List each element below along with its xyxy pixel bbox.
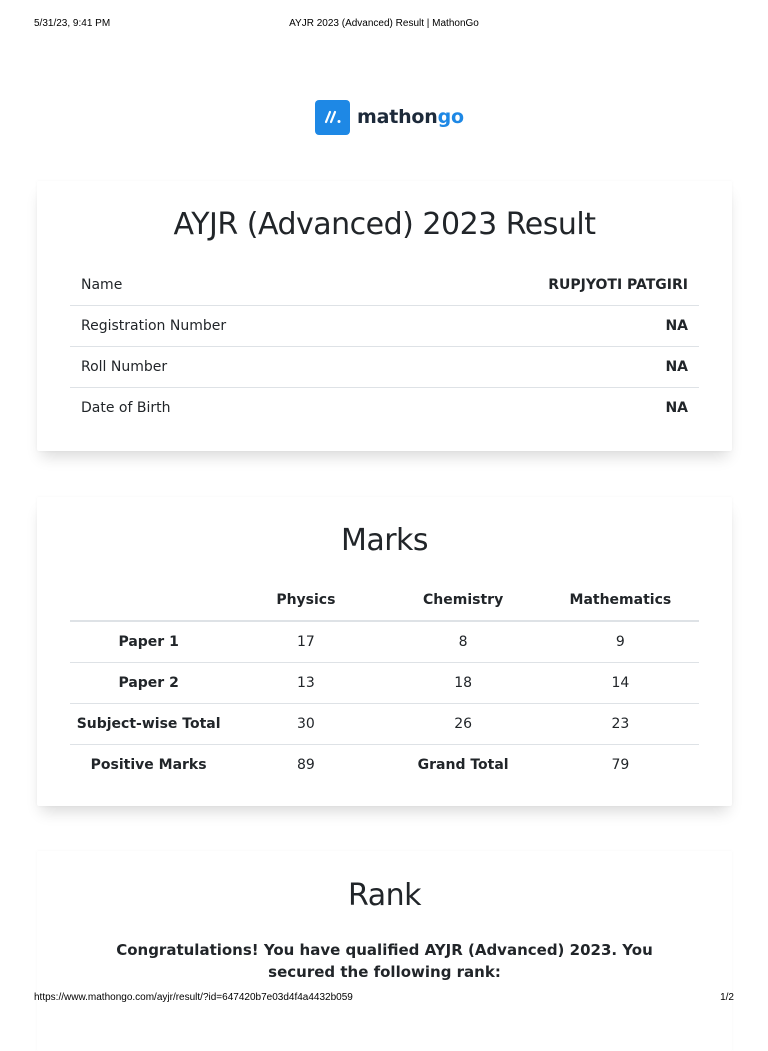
physics-cell: 30 <box>227 704 384 745</box>
chemistry-cell: 8 <box>458 634 468 650</box>
marks-header-empty <box>70 580 227 621</box>
marks-header-physics: Physics <box>227 580 384 621</box>
marks-card <box>37 497 732 806</box>
marks-header-chemistry: Chemistry <box>385 580 542 621</box>
print-title: AYJR 2023 (Advanced) Result | MathonGo <box>289 18 479 29</box>
row-label: Paper 2 <box>70 663 227 704</box>
mathongo-logo-icon <box>315 100 350 135</box>
row-label: Paper 1 <box>118 634 179 650</box>
marks-table <box>70 580 699 785</box>
result-title: AYJR (Advanced) 2023 Result <box>173 207 596 242</box>
table-row <box>70 704 699 745</box>
print-footer <box>34 992 734 1006</box>
print-url: https://www.mathongo.com/ayjr/result/?id=647420b7e03d4f4a4432b059 <box>34 992 353 1003</box>
table-row <box>70 745 699 786</box>
row-label: Subject-wise Total <box>70 704 227 745</box>
table-row <box>70 306 699 347</box>
mathematics-cell: 23 <box>542 704 699 745</box>
info-value: NA <box>390 388 699 429</box>
positive-marks-value: 89 <box>227 745 384 786</box>
table-row <box>70 621 699 663</box>
mathongo-logo[interactable] <box>315 99 464 135</box>
table-row <box>70 265 699 306</box>
result-card <box>37 181 732 451</box>
candidate-info-table <box>70 265 699 428</box>
info-label: Name <box>81 277 123 293</box>
marks-header-mathematics: Mathematics <box>542 580 699 621</box>
chemistry-cell: 18 <box>385 663 542 704</box>
logo-text-accent: go <box>437 106 464 128</box>
print-page-number: 1/2 <box>720 992 734 1003</box>
marks-title: Marks <box>340 523 429 558</box>
mathongo-logo-text <box>357 106 464 128</box>
rank-title: Rank <box>348 878 421 913</box>
print-header <box>34 18 734 32</box>
rank-card <box>37 851 732 1051</box>
grand-total-value: 79 <box>542 745 699 786</box>
table-row <box>70 347 699 388</box>
table-row <box>70 663 699 704</box>
info-label: Roll Number <box>70 347 390 388</box>
print-date: 5/31/23, 9:41 PM <box>34 18 111 29</box>
mathematics-cell: 14 <box>542 663 699 704</box>
logo-text-main: mathon <box>357 106 438 128</box>
row-label: Positive Marks <box>70 745 227 786</box>
info-value: RUPJYOTI PATGIRI <box>548 277 688 293</box>
grand-total-label: Grand Total <box>385 745 542 786</box>
info-label: Registration Number <box>70 306 390 347</box>
marks-header-row <box>70 580 699 621</box>
table-row <box>70 388 699 429</box>
chemistry-cell: 26 <box>385 704 542 745</box>
physics-cell: 17 <box>296 634 315 650</box>
mathematics-cell: 9 <box>615 634 625 650</box>
congratulations-message: Congratulations! You have qualified AYJR (Advanced) 2023. You secured the following rank: <box>116 941 653 981</box>
info-label: Date of Birth <box>70 388 390 429</box>
info-value: NA <box>390 347 699 388</box>
physics-cell: 13 <box>227 663 384 704</box>
info-value: NA <box>390 306 699 347</box>
